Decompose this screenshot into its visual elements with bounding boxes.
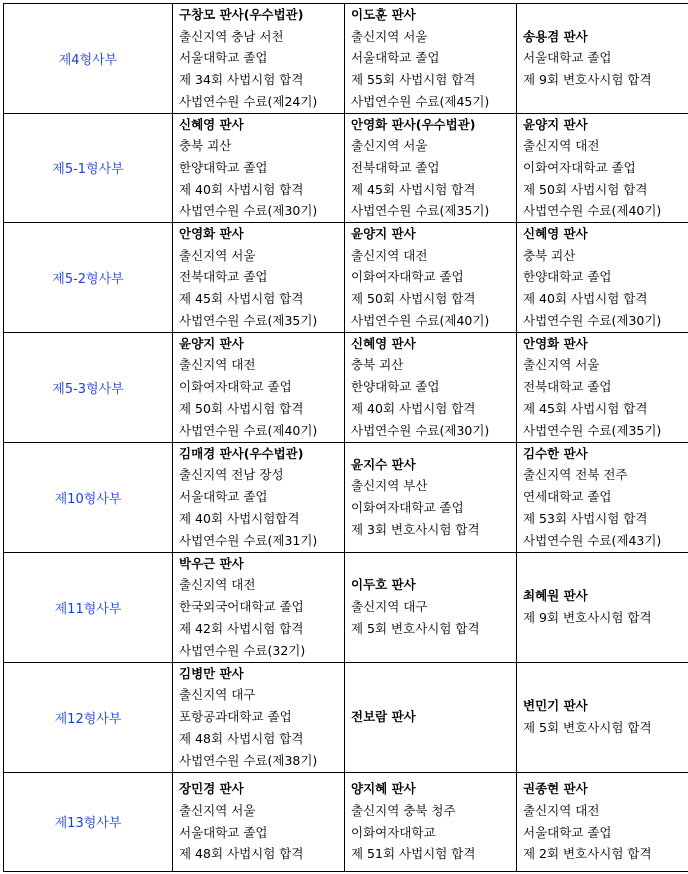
judge-detail: 출신지역 부산	[351, 478, 428, 494]
judge-detail: 출신지역 서울	[351, 138, 428, 154]
judge-name: 윤지수 판사	[351, 456, 416, 472]
judge-detail: 제 3회 변호사시험 합격	[351, 521, 480, 537]
judge-detail: 제 51회 사법시험 합격	[351, 846, 476, 862]
judge-name: 최혜원 판사	[523, 588, 588, 604]
judge-detail: 제 50회 사법시험 합격	[179, 400, 304, 416]
judge-detail: 출신지역 서울	[351, 28, 428, 44]
judge-detail: 제 45회 사법시험 합격	[179, 291, 304, 307]
judge-detail: 출신지역 서울	[179, 802, 256, 818]
judge-detail: 제 40회 사법시험합격	[179, 510, 300, 526]
judge-cell	[173, 662, 345, 772]
judge-cell	[173, 552, 345, 662]
judge-detail: 한국외국어대학교 졸업	[179, 599, 304, 615]
judge-cell	[173, 4, 345, 114]
judge-detail: 제 48회 사법시험 합격	[179, 730, 304, 746]
judge-detail: 출신지역 대구	[179, 687, 256, 703]
division-name: 제11형사부	[4, 552, 173, 662]
judge-detail: 서울대학교 졸업	[179, 489, 268, 505]
judge-name: 윤양지 판사	[523, 116, 588, 132]
judge-cell	[173, 772, 345, 871]
judge-name: 안영화 판사(우수법관)	[351, 116, 476, 132]
judge-detail: 출신지역 전북 전주	[523, 467, 628, 483]
judge-detail: 전북대학교 졸업	[523, 379, 612, 395]
judge-cell	[517, 662, 688, 772]
judge-detail: 사법연수원 수료(제40기)	[523, 203, 662, 219]
division-name: 제4형사부	[4, 4, 173, 114]
judge-detail: 제 45회 사법시험 합격	[523, 400, 648, 416]
table-row	[4, 223, 688, 333]
judge-cell	[345, 223, 517, 333]
judge-name: 양지혜 판사	[351, 781, 416, 797]
judge-detail: 사법연수원 수료(32기)	[179, 642, 306, 658]
judge-detail: 서울대학교 졸업	[179, 824, 268, 840]
division-name: 제5-2형사부	[4, 223, 173, 333]
judge-detail: 제 50회 사법시험 합격	[523, 181, 648, 197]
judge-detail: 제 48회 사법시험 합격	[179, 846, 304, 862]
division-name: 제13형사부	[4, 772, 173, 871]
judge-detail: 이화여자대학교	[351, 824, 436, 840]
judge-detail: 제 40회 사법시험 합격	[351, 400, 476, 416]
judge-detail: 충북 괴산	[351, 357, 404, 373]
judge-cell	[173, 113, 345, 223]
judge-name: 신혜영 판사	[179, 116, 244, 132]
judge-name: 송용겸 판사	[523, 28, 588, 44]
judge-detail: 한양대학교 졸업	[523, 269, 612, 285]
judge-detail: 제 9회 변호사시험 합격	[523, 72, 652, 88]
judge-detail: 연세대학교 졸업	[523, 489, 612, 505]
judge-cell	[345, 113, 517, 223]
judge-detail: 출신지역 대전	[351, 247, 428, 263]
judge-detail: 사법연수원 수료(제40기)	[179, 422, 318, 438]
judge-cell	[517, 442, 688, 552]
judge-cell	[173, 332, 345, 442]
table-row	[4, 552, 688, 662]
judge-detail: 이화여자대학교 졸업	[179, 379, 292, 395]
table-row	[4, 662, 688, 772]
judge-detail: 전북대학교 졸업	[351, 159, 440, 175]
judge-detail: 출신지역 전남 장성	[179, 467, 284, 483]
judge-detail: 사법연수원 수료(제38기)	[179, 752, 318, 768]
table-body	[4, 4, 688, 872]
table-row	[4, 113, 688, 223]
judge-detail: 사법연수원 수료(제40기)	[351, 312, 490, 328]
judge-detail: 이화여자대학교 졸업	[351, 269, 464, 285]
judge-detail: 사법연수원 수료(제35기)	[179, 312, 318, 328]
table-row	[4, 332, 688, 442]
judge-detail: 사법연수원 수료(제30기)	[351, 422, 490, 438]
judge-cell	[345, 4, 517, 114]
judge-cell	[517, 332, 688, 442]
judge-cell	[345, 332, 517, 442]
judge-detail: 서울대학교 졸업	[179, 50, 268, 66]
judge-detail: 충북 괴산	[523, 247, 576, 263]
judge-name: 이두호 판사	[351, 577, 416, 593]
division-name: 제12형사부	[4, 662, 173, 772]
judge-name: 김매경 판사(우수법관)	[179, 445, 304, 461]
judge-detail: 출신지역 서울	[523, 357, 600, 373]
table-row	[4, 442, 688, 552]
judge-detail: 사법연수원 수료(제35기)	[523, 422, 662, 438]
judge-detail: 제 9회 변호사시험 합격	[523, 610, 652, 626]
judge-name: 김병만 판사	[179, 665, 244, 681]
judge-name: 윤양지 판사	[179, 335, 244, 351]
judge-detail: 포항공과대학교 졸업	[179, 709, 292, 725]
judge-name: 김수한 판사	[523, 445, 588, 461]
judge-detail: 제 40회 사법시험 합격	[523, 291, 648, 307]
judge-detail: 서울대학교 졸업	[523, 824, 612, 840]
judge-detail: 사법연수원 수료(제35기)	[351, 203, 490, 219]
judge-cell	[345, 772, 517, 871]
judge-detail: 사법연수원 수료(제31기)	[179, 532, 318, 548]
judge-detail: 사법연수원 수료(제30기)	[179, 203, 318, 219]
judge-detail: 제 5회 변호사시험 합격	[351, 620, 480, 636]
judge-detail: 출신지역 대전	[523, 138, 600, 154]
judge-detail: 출신지역 충북 청주	[351, 802, 456, 818]
judge-detail: 이화여자대학교 졸업	[523, 159, 636, 175]
division-name: 제10형사부	[4, 442, 173, 552]
division-name: 제5-3형사부	[4, 332, 173, 442]
judge-name: 윤양지 판사	[351, 226, 416, 242]
judge-detail: 이화여자대학교 졸업	[351, 500, 464, 516]
judge-cell	[345, 552, 517, 662]
judge-detail: 출신지역 대전	[179, 357, 256, 373]
judge-detail: 출신지역 대전	[179, 577, 256, 593]
division-name: 제5-1형사부	[4, 113, 173, 223]
judge-detail: 사법연수원 수료(제24기)	[179, 93, 318, 109]
judge-detail: 서울대학교 졸업	[351, 50, 440, 66]
judge-name: 전보람 판사	[351, 709, 416, 725]
judge-name: 이도훈 판사	[351, 7, 416, 22]
judge-cell	[345, 662, 517, 772]
judge-detail: 전북대학교 졸업	[179, 269, 268, 285]
judge-name: 장민경 판사	[179, 781, 244, 797]
judge-cell	[517, 113, 688, 223]
judge-cell	[517, 772, 688, 871]
judge-detail: 제 40회 사법시험 합격	[179, 181, 304, 197]
judge-cell	[345, 442, 517, 552]
judge-detail: 한양대학교 졸업	[179, 159, 268, 175]
judge-name: 변민기 판사	[523, 698, 588, 714]
judge-detail: 출신지역 충남 서천	[179, 28, 284, 44]
table-row	[4, 772, 688, 871]
court-division-table	[3, 3, 688, 872]
judge-detail: 제 55회 사법시험 합격	[351, 72, 476, 88]
judge-detail: 제 42회 사법시험 합격	[179, 620, 304, 636]
judge-detail: 서울대학교 졸업	[523, 50, 612, 66]
table-row	[4, 4, 688, 114]
judge-name: 권종현 판사	[523, 781, 588, 797]
judge-detail: 제 2회 변호사시험 합격	[523, 846, 652, 862]
judge-detail: 사법연수원 수료(제30기)	[523, 312, 662, 328]
judge-detail: 사법연수원 수료(제45기)	[351, 93, 490, 109]
judge-detail: 출신지역 서울	[179, 247, 256, 263]
judge-cell	[173, 223, 345, 333]
judge-detail: 제 53회 사법시험 합격	[523, 510, 648, 526]
judge-name: 신혜영 판사	[351, 335, 416, 351]
judge-detail: 출신지역 대구	[351, 599, 428, 615]
judge-detail: 제 5회 변호사시험 합격	[523, 720, 652, 736]
judge-cell	[517, 223, 688, 333]
judge-name: 구창모 판사(우수법관)	[179, 7, 304, 22]
judge-detail: 제 45회 사법시험 합격	[351, 181, 476, 197]
judge-cell	[517, 4, 688, 114]
judge-name: 안영화 판사	[523, 335, 588, 351]
judge-cell	[517, 552, 688, 662]
judge-name: 박우근 판사	[179, 555, 244, 571]
judge-detail: 출신지역 대전	[523, 802, 600, 818]
judge-detail: 제 34회 사법시험 합격	[179, 72, 304, 88]
judge-name: 안영화 판사	[179, 226, 244, 242]
judge-detail: 사법연수원 수료(제43기)	[523, 532, 662, 548]
judge-detail: 충북 괴산	[179, 138, 232, 154]
judge-detail: 제 50회 사법시험 합격	[351, 291, 476, 307]
judge-cell	[173, 442, 345, 552]
judge-detail: 한양대학교 졸업	[351, 379, 440, 395]
judge-name: 신혜영 판사	[523, 226, 588, 242]
